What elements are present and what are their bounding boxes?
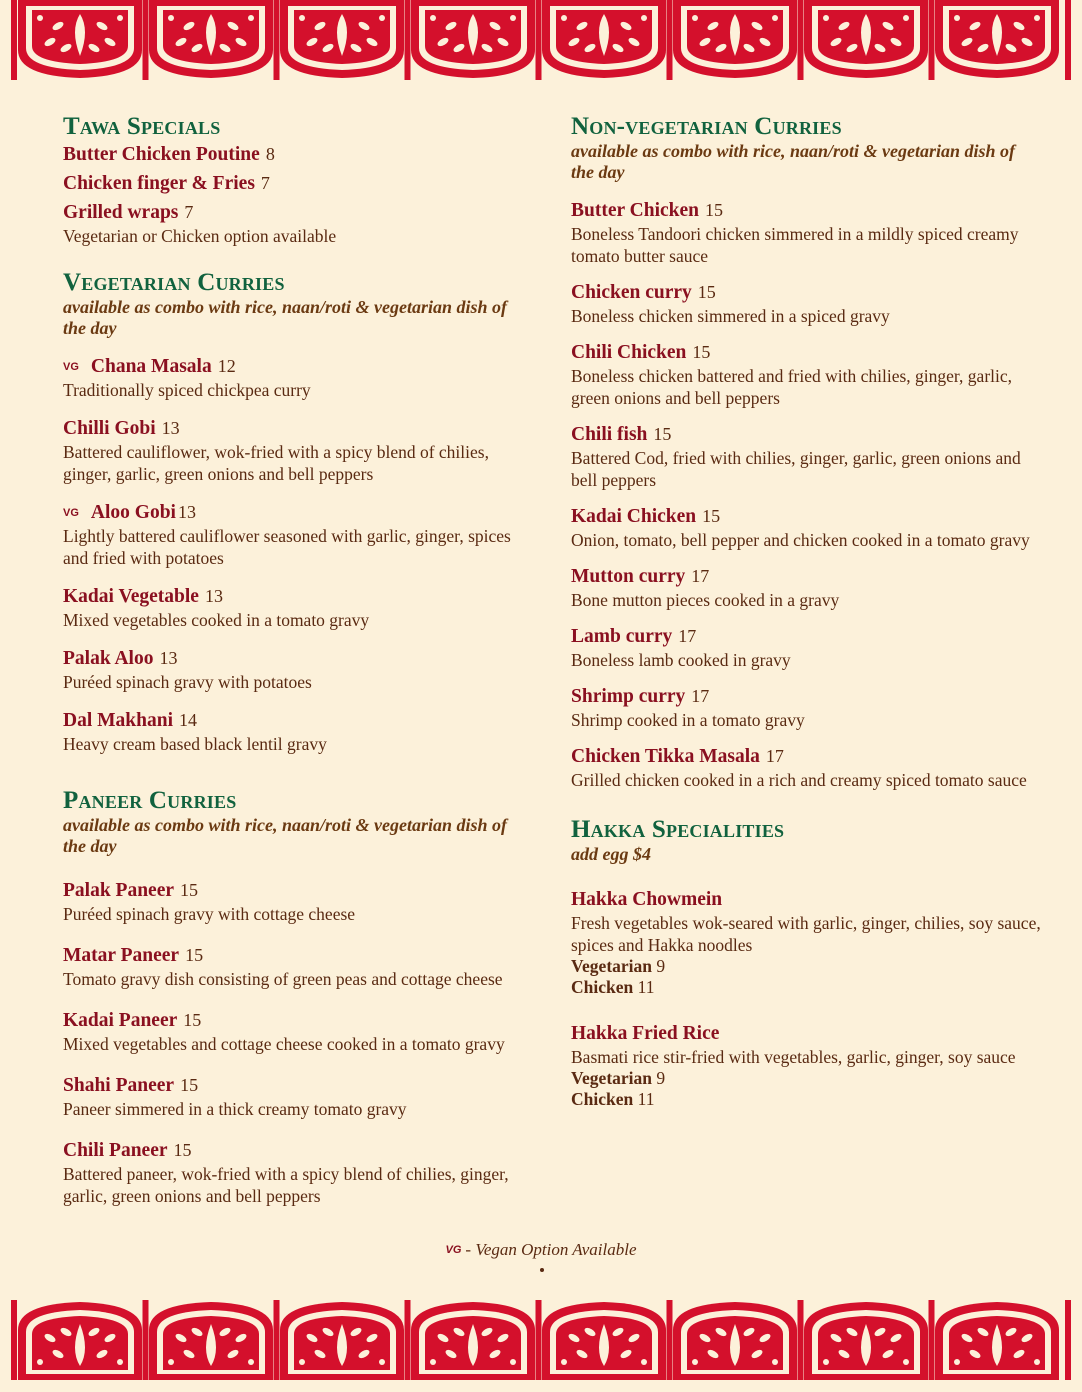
section-hakka-specialities <box>571 817 1041 1110</box>
item-name: Kadai Paneer <box>63 1010 178 1031</box>
item-name: Chili fish <box>571 424 648 445</box>
section-paneer-curries <box>63 788 533 1207</box>
menu-item <box>571 504 1041 551</box>
item-price: 13 <box>204 586 223 606</box>
menu-item <box>63 1138 533 1207</box>
item-price: 13 <box>161 418 180 438</box>
item-description: Battered cauliflower, wok-fried with a spicy blend of chilies, ginger, garlic, green onions and bell peppers <box>63 442 489 484</box>
item-price: 17 <box>678 626 697 646</box>
item-description: Puréed spinach gravy with cottage cheese <box>63 904 356 924</box>
menu-item <box>63 708 533 755</box>
item-price: 15 <box>653 424 672 444</box>
item-price: 15 <box>180 880 199 900</box>
item-description: Lightly battered cauliflower seasoned with garlic, ginger, spices and fried with potatoes <box>63 526 511 568</box>
menu-item <box>63 878 533 925</box>
menu-column-left <box>63 114 533 1207</box>
item-description: Mixed vegetables cooked in a tomato gravy <box>63 610 370 630</box>
menu-item <box>63 1073 533 1120</box>
menu-item <box>571 564 1041 611</box>
item-name: Kadai Vegetable <box>63 586 199 607</box>
item-price: 17 <box>691 566 710 586</box>
ornamental-border-bottom <box>0 1300 1082 1380</box>
menu-item <box>63 1008 533 1055</box>
menu-item <box>63 171 533 196</box>
item-description: Grilled chicken cooked in a rich and creamy spiced tomato sauce <box>571 770 1027 790</box>
item-price: 15 <box>173 1140 192 1160</box>
item-name: Shahi Paneer <box>63 1075 175 1096</box>
section-non-vegetarian-curries <box>571 114 1041 791</box>
item-description: Battered Cod, fried with chilies, ginger, garlic, green onions and bell peppers <box>571 448 1021 490</box>
menu-item <box>571 1022 1041 1110</box>
item-name: Matar Paneer <box>63 945 180 966</box>
item-description: Boneless chicken simmered in a spiced gravy <box>571 306 890 326</box>
item-price: 15 <box>692 342 711 362</box>
item-price: 15 <box>697 282 716 302</box>
item-name: Chili Paneer <box>63 1140 168 1161</box>
item-price: 13 <box>159 648 178 668</box>
menu-item <box>63 416 533 485</box>
item-price: 15 <box>702 506 721 526</box>
section-title: Paneer Curries <box>63 787 237 814</box>
item-price: 13 <box>177 502 196 522</box>
item-description: Boneless lamb cooked in gravy <box>571 650 791 670</box>
menu-item <box>571 888 1041 998</box>
menu-item <box>63 142 533 167</box>
menu-item <box>63 500 533 569</box>
vegan-legend-text: - Vegan Option Available <box>465 1240 637 1259</box>
item-name: Butter Chicken Poutine <box>63 144 260 165</box>
menu-item <box>571 422 1041 491</box>
item-description: Onion, tomato, bell pepper and chicken cooked in a tomato gravy <box>571 530 1030 550</box>
menu-item <box>63 200 533 247</box>
section-vegetarian-curries <box>63 270 533 755</box>
option-label: Vegetarian <box>571 1068 653 1088</box>
vegan-badge: VG <box>63 361 79 373</box>
menu-item <box>571 744 1041 791</box>
item-description: Traditionally spiced chickpea curry <box>63 380 311 400</box>
vegan-badge: VG <box>445 1244 462 1256</box>
item-description: Shrimp cooked in a tomato gravy <box>571 710 805 730</box>
item-description: Mixed vegetables and cottage cheese cooked in a tomato gravy <box>63 1034 505 1054</box>
item-name: Chana Masala <box>90 356 212 377</box>
footer-dot <box>540 1268 544 1272</box>
menu-item <box>571 198 1041 267</box>
item-name: Chilli Gobi <box>63 418 156 439</box>
section-note: available as combo with rice, naan/roti & vegetarian dish of the day <box>63 815 508 856</box>
item-option <box>571 956 1041 977</box>
vegan-legend <box>0 1240 1082 1260</box>
item-price: 15 <box>705 200 724 220</box>
menu-column-right <box>571 114 1041 1110</box>
item-price: 12 <box>217 356 236 376</box>
item-name: Hakka Chowmein <box>571 889 723 910</box>
menu-item <box>63 584 533 631</box>
section-title: Non-vegetarian Curries <box>571 113 842 140</box>
option-label: Chicken <box>571 1089 634 1109</box>
option-label: Vegetarian <box>571 956 653 976</box>
section-title: Hakka Specialities <box>571 816 785 843</box>
item-name: Dal Makhani <box>63 710 173 731</box>
item-option <box>571 1068 1041 1089</box>
item-price: 15 <box>180 1075 199 1095</box>
item-description: Boneless chicken battered and fried with chilies, ginger, garlic, green onions and bell peppers <box>571 366 1013 408</box>
item-description: Tomato gravy dish consisting of green peas and cottage cheese <box>63 969 503 989</box>
item-description: Fresh vegetables wok-seared with garlic, ginger, chilies, soy sauce, spices and Hakka noodles <box>571 913 1041 955</box>
section-tawa-specials <box>63 114 533 247</box>
item-description: Paneer simmered in a thick creamy tomato gravy <box>63 1099 407 1119</box>
item-name: Shrimp curry <box>571 686 686 707</box>
menu-item <box>63 943 533 990</box>
menu-item <box>571 340 1041 409</box>
item-option <box>571 1089 1041 1110</box>
item-description: Bone mutton pieces cooked in a gravy <box>571 590 840 610</box>
ornamental-border-top <box>0 0 1082 80</box>
item-description: Puréed spinach gravy with potatoes <box>63 672 312 692</box>
item-name: Lamb curry <box>571 626 673 647</box>
item-description: Vegetarian or Chicken option available <box>63 226 337 246</box>
option-price: 11 <box>637 977 655 997</box>
item-description: Battered paneer, wok-fried with a spicy blend of chilies, ginger, garlic, green onions and bell peppers <box>63 1164 509 1206</box>
item-name: Hakka Fried Rice <box>571 1023 720 1044</box>
option-price: 9 <box>656 1068 666 1088</box>
option-label: Chicken <box>571 977 634 997</box>
item-price: 15 <box>183 1010 202 1030</box>
item-description: Basmati rice stir-fried with vegetables, garlic, ginger, soy sauce <box>571 1047 1016 1067</box>
vegan-badge: VG <box>63 507 79 519</box>
item-name: Chicken finger & Fries <box>63 173 255 194</box>
item-name: Kadai Chicken <box>571 506 697 527</box>
option-price: 11 <box>637 1089 655 1109</box>
menu-item <box>63 354 533 401</box>
item-price: 15 <box>185 945 204 965</box>
option-price: 9 <box>656 956 666 976</box>
menu-item <box>63 646 533 693</box>
item-name: Chicken curry <box>571 282 692 303</box>
menu-item <box>571 280 1041 327</box>
item-price: 7 <box>260 173 270 193</box>
item-name: Palak Paneer <box>63 880 175 901</box>
menu-item <box>571 624 1041 671</box>
item-price: 17 <box>691 686 710 706</box>
item-name: Mutton curry <box>571 566 686 587</box>
section-title: Vegetarian Curries <box>63 269 285 296</box>
item-price: 7 <box>184 202 194 222</box>
item-option <box>571 977 1041 998</box>
item-name: Butter Chicken <box>571 200 700 221</box>
item-name: Palak Aloo <box>63 648 154 669</box>
item-price: 17 <box>765 746 784 766</box>
item-description: Boneless Tandoori chicken simmered in a mildly spiced creamy tomato butter sauce <box>571 224 1019 266</box>
section-title: Tawa Specials <box>63 113 221 140</box>
section-note: available as combo with rice, naan/roti & vegetarian dish of the day <box>63 297 508 338</box>
item-name: Chili Chicken <box>571 342 687 363</box>
item-name: Aloo Gobi <box>90 502 176 523</box>
item-name: Chicken Tikka Masala <box>571 746 760 767</box>
section-note: add egg $4 <box>571 844 651 864</box>
section-note: available as combo with rice, naan/roti & vegetarian dish of the day <box>571 141 1016 182</box>
item-price: 8 <box>265 144 275 164</box>
item-name: Grilled wraps <box>63 202 179 223</box>
item-price: 14 <box>178 710 197 730</box>
menu-item <box>571 684 1041 731</box>
item-description: Heavy cream based black lentil gravy <box>63 734 327 754</box>
